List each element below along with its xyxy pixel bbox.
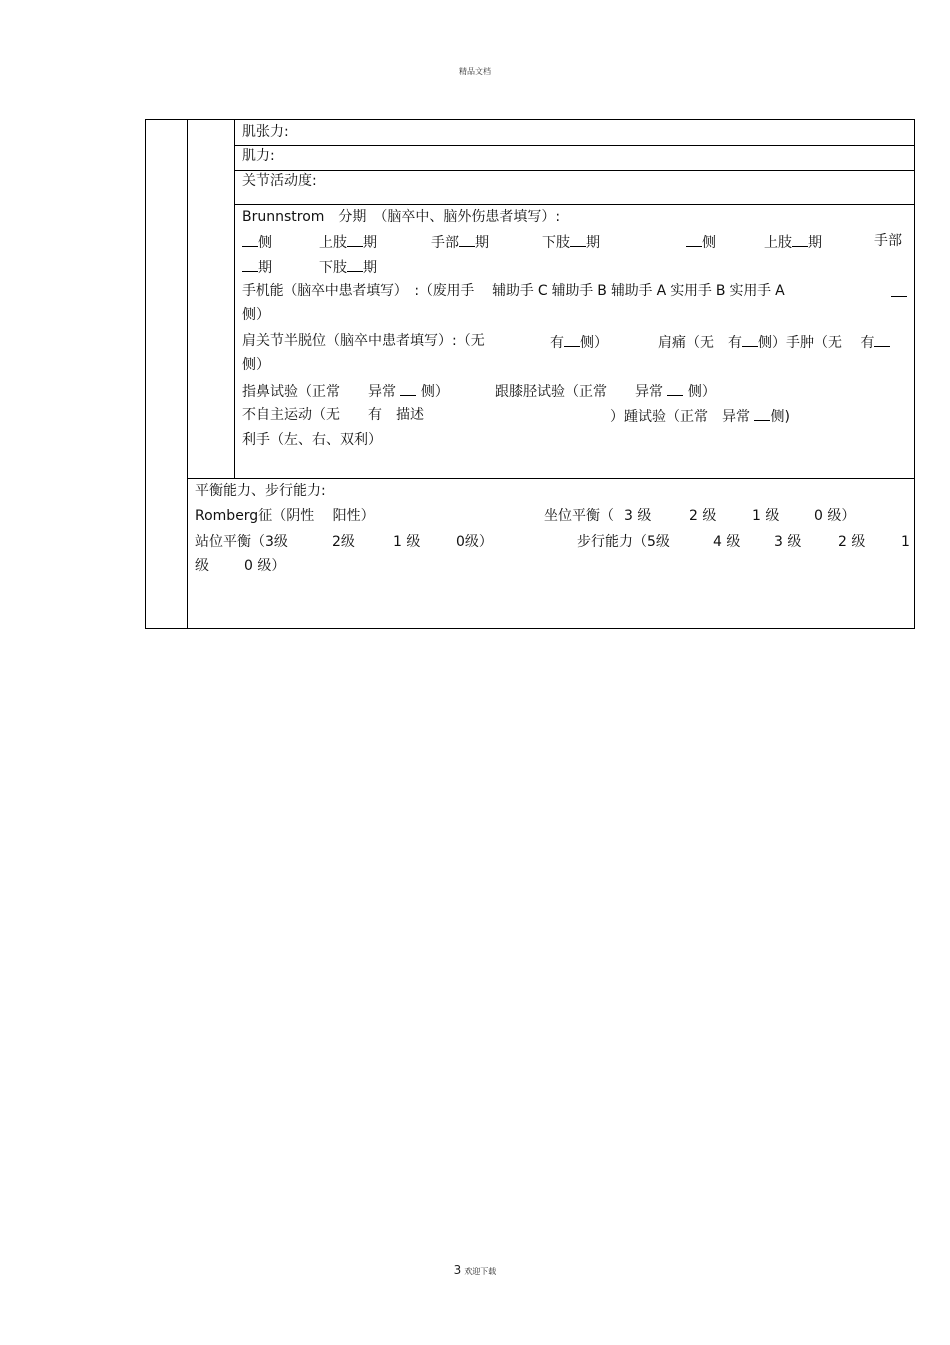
shoulder-pain: 肩痛（无 有 侧）手肿（无 有 <box>658 333 890 351</box>
balance-title: 平衡能力、步行能力: <box>195 483 326 499</box>
joint-rom-label: 关节活动度: <box>242 173 317 189</box>
sitting-grade-3: 3 级 <box>624 508 652 524</box>
column-divider-1 <box>187 120 188 628</box>
shoulder-subluxation-label: 肩关节半脱位（脑卒中患者填写）:（无 <box>242 333 485 349</box>
assessment-form-table <box>145 119 915 629</box>
hand-function-blank <box>891 283 907 301</box>
standing-grade-0: 0级） <box>456 534 493 550</box>
walking-grade-0: 0 级） <box>244 558 286 574</box>
heel-knee-test: 跟膝胫试验（正常 异常 侧） <box>495 384 716 400</box>
involuntary-movement: 不自主运动（无 有 描述 <box>242 407 424 423</box>
row-divider-1 <box>234 145 914 146</box>
brunnstrom-upper-1: 上肢 期 <box>319 235 377 251</box>
shoulder-side: 侧） <box>242 357 270 373</box>
column-divider-2 <box>234 120 235 478</box>
walking-ability-label: 步行能力（5级 <box>577 534 670 550</box>
brunnstrom-left-side: 侧 <box>242 233 272 251</box>
standing-balance-label: 站位平衡（3级 <box>195 534 288 550</box>
brunnstrom-lower-2: 下肢 期 <box>319 260 377 276</box>
walking-grade-1-suffix: 级 <box>195 558 209 574</box>
standing-grade-2: 2级 <box>332 534 355 550</box>
walking-grade-1: 1 <box>901 534 910 550</box>
sitting-grade-2: 2 级 <box>689 508 717 524</box>
walking-grade-2: 2 级 <box>838 534 866 550</box>
sitting-balance-label: 坐位平衡（ <box>544 508 614 524</box>
brunnstrom-right-side: 侧 <box>686 233 716 251</box>
row-divider-4 <box>187 478 914 479</box>
hand-function-side: 侧） <box>242 307 270 323</box>
brunnstrom-hand-1: 手部 期 <box>431 235 489 251</box>
page-footer <box>0 1259 950 1278</box>
sitting-grade-1: 1 级 <box>752 508 780 524</box>
row-divider-3 <box>234 204 914 205</box>
sitting-grade-0: 0 级） <box>814 508 856 524</box>
page-header: 精品文档 <box>459 67 491 76</box>
page-number: 3 <box>453 1263 462 1277</box>
heel-test: ）踵试验（正常 异常 侧) <box>610 409 790 425</box>
walking-grade-4: 4 级 <box>713 534 741 550</box>
walking-grade-3: 3 级 <box>774 534 802 550</box>
brunnstrom-hand-2: 手部 <box>874 233 902 249</box>
row-divider-2 <box>234 170 914 171</box>
brunnstrom-lower-1: 下肢 期 <box>542 235 600 251</box>
hand-function-label: 手机能（脑卒中患者填写） :（废用手 辅助手 C 辅助手 B 辅助手 A 实用手 B 实用手 A <box>242 283 785 299</box>
muscle-strength-label: 肌力: <box>242 148 275 164</box>
footer-text: 欢迎下载 <box>464 1267 497 1276</box>
handedness: 利手（左、右、双利） <box>242 432 382 448</box>
shoulder-subluxation-have: 有 侧） <box>550 335 608 351</box>
brunnstrom-hand-2-stage: 期 <box>242 258 272 276</box>
finger-nose-test: 指鼻试验（正常 异常 侧） <box>242 384 449 400</box>
standing-grade-1: 1 级 <box>393 534 421 550</box>
brunnstrom-upper-2: 上肢 期 <box>764 235 822 251</box>
romberg-sign: Romberg征（阴性 阳性） <box>195 508 375 524</box>
muscle-tone-label: 肌张力: <box>242 124 289 140</box>
brunnstrom-title: Brunnstrom 分期 （脑卒中、脑外伤患者填写）: <box>242 209 561 225</box>
